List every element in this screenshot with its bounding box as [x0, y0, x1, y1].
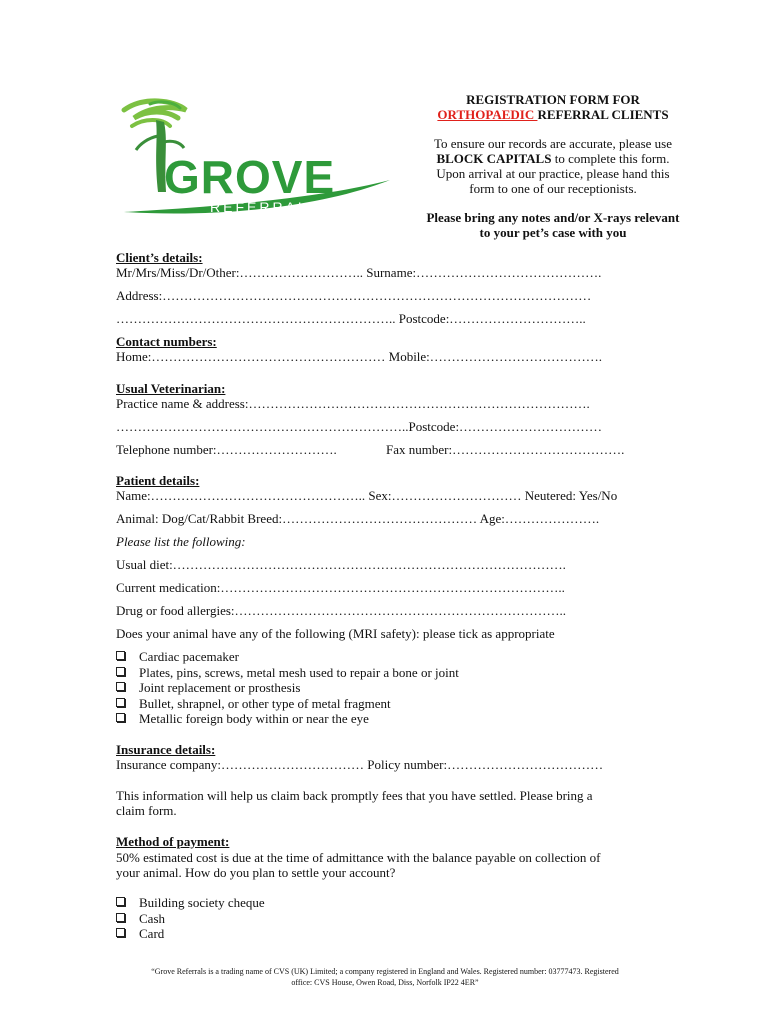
orthopaedic-highlight: ORTHOPAEDIC	[437, 107, 538, 122]
block-capitals-text: BLOCK CAPITALS	[436, 151, 552, 166]
current-medication-field[interactable]: Current medication:……………………………………………………………………..	[116, 580, 565, 595]
mri-option-pacemaker[interactable]	[116, 649, 239, 664]
mri-option-label: Metallic foreign body within or near the eye	[139, 711, 369, 726]
form-header	[410, 92, 696, 240]
intro-line2	[410, 151, 696, 166]
notice-line2: to your pet’s case with you	[479, 225, 627, 240]
payment-text-line2: your animal. How do you plan to settle your account?	[116, 865, 396, 880]
intro-line2-rest: to complete this form.	[551, 151, 670, 166]
payment-option-cheque[interactable]	[116, 895, 265, 910]
mri-option-label: Bullet, shrapnel, or other type of metal fragment	[139, 696, 391, 711]
notice-line1: Please bring any notes and/or X-rays relevant	[426, 210, 680, 225]
vet-postcode-field[interactable]: …………………………………………………………..Postcode:……………………………	[116, 419, 603, 434]
title-rest: REFERRAL CLIENTS	[537, 107, 669, 122]
address-field-line1[interactable]: Address:………………………………………………………………………………………	[116, 288, 592, 303]
allergies-field[interactable]: Drug or food allergies:…………………………………………………………………..	[116, 603, 567, 618]
intro-line4: form to one of our receptionists.	[469, 181, 637, 196]
address-postcode-field[interactable]: ……………………………………………………….. Postcode:…………………………..	[116, 311, 586, 326]
list-following-label: Please list the following:	[116, 534, 246, 549]
mri-safety-question: Does your animal have any of the following (MRI safety): please tick as appropriate	[116, 626, 555, 641]
logo-wordmark: GROVE	[164, 151, 336, 203]
insurance-info-line1: This information will help us claim back promptly fees that you have settled. Please bring a	[116, 788, 593, 803]
insurance-details-heading: Insurance details:	[116, 742, 216, 757]
patient-details-heading: Patient details:	[116, 473, 200, 488]
intro-line3: Upon arrival at our practice, please hand this	[436, 166, 670, 181]
footer-note	[100, 966, 670, 988]
insurance-company-policy-field[interactable]: Insurance company:…………………………… Policy number:………………………………	[116, 757, 604, 772]
insurance-info-line2: claim form.	[116, 803, 177, 818]
footer-line2: office: CVS House, Owen Road, Diss, Norfolk IP22 4ER”	[291, 978, 479, 987]
home-mobile-field[interactable]: Home:……………………………………………… Mobile:………………………………….	[116, 349, 603, 364]
mri-option-metallic-eye[interactable]	[116, 711, 369, 726]
payment-option-card[interactable]	[116, 926, 164, 941]
checkbox[interactable]	[116, 682, 125, 691]
form-title-line1: REGISTRATION FORM FOR	[466, 92, 640, 107]
form-title-line2	[410, 107, 696, 122]
checkbox[interactable]	[116, 713, 125, 722]
contact-numbers-heading: Contact numbers:	[116, 334, 217, 349]
mri-option-joint-replacement[interactable]	[116, 680, 300, 695]
mri-option-plates[interactable]	[116, 665, 459, 680]
payment-option-label: Card	[139, 926, 165, 941]
checkbox[interactable]	[116, 913, 125, 922]
mri-option-label: Cardiac pacemaker	[139, 649, 239, 664]
grove-referrals-logo	[114, 96, 394, 220]
patient-name-sex-neutered-field[interactable]: Name:………………………………………….. Sex:………………………… Neutered: Yes/No	[116, 488, 618, 503]
intro-line1: To ensure our records are accurate, please use	[433, 136, 673, 151]
payment-option-label: Building society cheque	[139, 895, 265, 910]
checkbox[interactable]	[116, 651, 125, 660]
logo-subtitle: REFERRALS	[210, 199, 322, 215]
payment-text-line1: 50% estimated cost is due at the time of admittance with the balance payable on collection of	[116, 850, 601, 865]
usual-diet-field[interactable]: Usual diet:……………………………………………………………………………….	[116, 557, 566, 572]
payment-option-cash[interactable]	[116, 911, 165, 926]
telephone-field[interactable]: Telephone number:……………………….	[116, 442, 337, 457]
checkbox[interactable]	[116, 897, 125, 906]
fax-field[interactable]: Fax number:………………………………….	[386, 442, 625, 457]
mri-option-label: Plates, pins, screws, metal mesh used to repair a bone or joint	[139, 665, 459, 680]
practice-address-field[interactable]: Practice name & address:…………………………………………………………………….	[116, 396, 590, 411]
clients-details-heading: Client’s details:	[116, 250, 203, 265]
usual-veterinarian-heading: Usual Veterinarian:	[116, 381, 226, 396]
checkbox[interactable]	[116, 928, 125, 937]
payment-option-label: Cash	[139, 911, 165, 926]
client-title-surname-field[interactable]: Mr/Mrs/Miss/Dr/Other:……………………….. Surname:…………………………………….	[116, 265, 602, 280]
animal-breed-age-field[interactable]: Animal: Dog/Cat/Rabbit Breed:……………………………………… Age:………………….	[116, 511, 600, 526]
checkbox[interactable]	[116, 698, 125, 707]
mri-option-label: Joint replacement or prosthesis	[139, 680, 301, 695]
footer-line1: “Grove Referrals is a trading name of CVS (UK) Limited; a company registered in England and Wales. Registered number: 03777473. Registered	[151, 967, 619, 976]
checkbox[interactable]	[116, 667, 125, 676]
mri-option-bullet[interactable]	[116, 696, 391, 711]
method-of-payment-heading: Method of payment:	[116, 834, 230, 849]
